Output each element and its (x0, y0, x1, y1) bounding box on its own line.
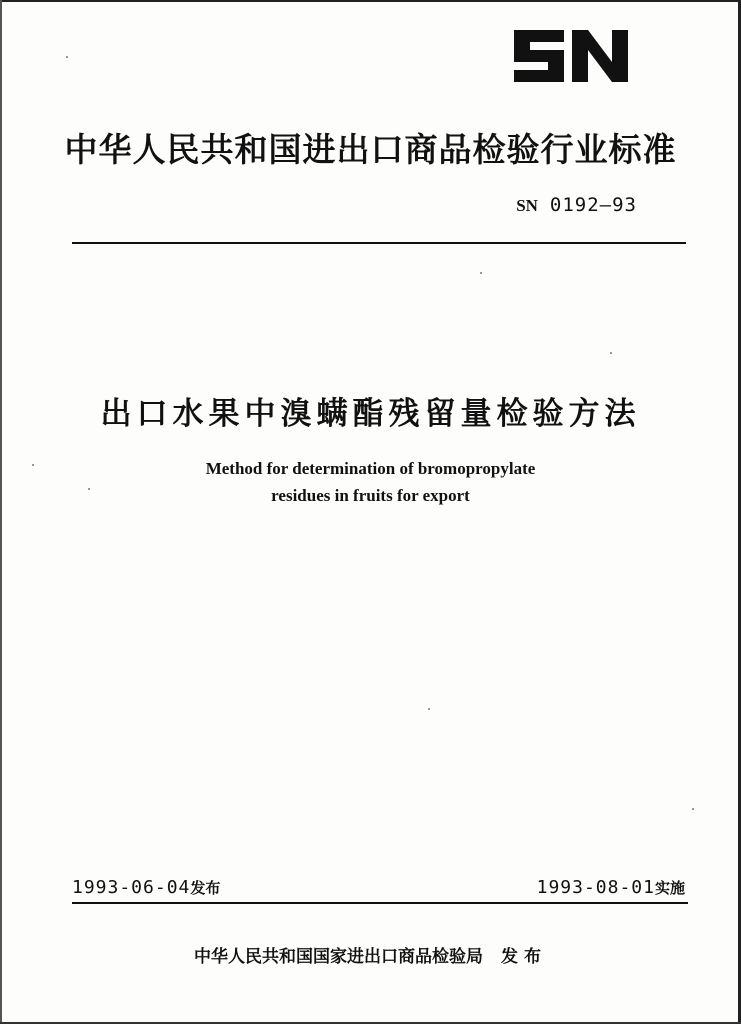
implement-label: 实施 (654, 879, 685, 897)
scan-speck (32, 464, 34, 466)
scan-speck (692, 808, 694, 810)
standard-prefix: SN (516, 196, 538, 215)
issue-label: 发布 (190, 879, 221, 897)
footer-divider (72, 902, 688, 904)
english-title-line2: residues in fruits for export (271, 486, 470, 505)
scan-speck (480, 272, 482, 274)
english-title (0, 455, 741, 509)
publisher-line (0, 942, 741, 967)
standard-code: 0192—93 (549, 194, 637, 216)
standard-number (516, 194, 637, 216)
implement-date: 1993-08-01 (536, 877, 655, 898)
implement-date-block (537, 877, 685, 898)
english-title-line1: Method for determination of bromopropylate (205, 459, 536, 478)
scan-speck (610, 352, 612, 354)
scan-speck (428, 708, 430, 710)
chinese-title: 出口水果中溴螨酯残留量检验方法 (100, 396, 641, 432)
scan-speck (66, 56, 68, 58)
scan-edge-top (0, 0, 741, 2)
issue-date-block (72, 877, 220, 898)
scan-speck (88, 488, 90, 490)
publisher-name: 中华人民共和国国家进出口商品检验局 (194, 947, 483, 967)
issue-date: 1993-06-04 (72, 877, 191, 898)
sn-logo-icon (510, 26, 632, 86)
organization-title: 中华人民共和国进出口商品检验行业标准 (64, 130, 677, 169)
publisher-action: 发布 (501, 947, 547, 967)
header-divider (72, 242, 686, 244)
